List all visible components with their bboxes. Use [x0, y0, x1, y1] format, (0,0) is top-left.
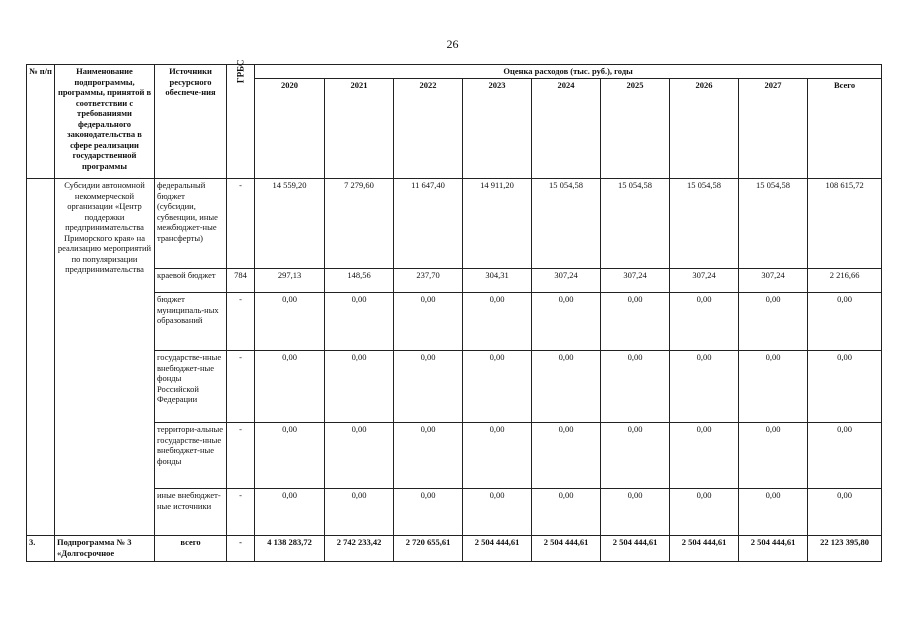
value-cell: 0,00 [670, 489, 739, 536]
header-year: 2027 [739, 79, 808, 179]
header-grbs [227, 59, 255, 179]
page-number: 26 [446, 37, 459, 51]
table-row [27, 489, 882, 536]
table-row [27, 423, 882, 489]
source-cell: всего [155, 536, 227, 562]
value-cell: 297,13 [255, 269, 325, 293]
source-cell: бюджет муниципаль-ных образований [155, 293, 227, 351]
value-cell: 0,00 [532, 351, 601, 423]
value-cell: 0,00 [739, 351, 808, 423]
value-cell-total: 0,00 [808, 423, 882, 489]
table-row [27, 293, 882, 351]
value-cell: 2 742 233,42 [325, 536, 394, 562]
value-cell: 0,00 [394, 293, 463, 351]
value-cell: 2 720 655,61 [394, 536, 463, 562]
value-cell: 307,24 [532, 269, 601, 293]
value-cell: 0,00 [325, 293, 394, 351]
table-row [27, 269, 882, 293]
value-cell-total: 0,00 [808, 489, 882, 536]
value-cell: 0,00 [601, 351, 670, 423]
value-cell-total: 2 216,66 [808, 269, 882, 293]
grbs-cell: 784 [227, 269, 255, 293]
value-cell: 0,00 [601, 293, 670, 351]
value-cell: 0,00 [532, 489, 601, 536]
value-cell: 0,00 [739, 489, 808, 536]
value-cell: 0,00 [255, 423, 325, 489]
value-cell: 4 138 283,72 [255, 536, 325, 562]
value-cell: 15 054,58 [670, 179, 739, 269]
grbs-cell: - [227, 293, 255, 351]
value-cell: 0,00 [463, 489, 532, 536]
source-cell: краевой бюджет [155, 269, 227, 293]
header-year: 2024 [532, 79, 601, 179]
header-estimate: Оценка расходов (тыс. руб.), годы [255, 65, 882, 79]
header-year: 2020 [255, 79, 325, 179]
value-cell: 15 054,58 [739, 179, 808, 269]
value-cell: 14 911,20 [463, 179, 532, 269]
grbs-cell: - [227, 489, 255, 536]
table-row [27, 351, 882, 423]
value-cell: 0,00 [532, 423, 601, 489]
value-cell: 15 054,58 [601, 179, 670, 269]
value-cell: 14 559,20 [255, 179, 325, 269]
value-cell: 0,00 [255, 293, 325, 351]
grbs-cell: - [227, 351, 255, 423]
value-cell: 0,00 [670, 423, 739, 489]
grbs-cell: - [227, 423, 255, 489]
value-cell: 0,00 [463, 423, 532, 489]
value-cell: 0,00 [739, 293, 808, 351]
source-cell: государстве-нные внебюджет-ные фонды Российской Федерации [155, 351, 227, 423]
measure-name: Субсидии автономной некоммерческой организации «Центр поддержки предпринимательства Приморского края» на реализацию мероприятий по популяризации предпринимательства [55, 179, 155, 536]
row-no: 3. [27, 536, 55, 562]
value-cell: 2 504 444,61 [601, 536, 670, 562]
value-cell: 304,31 [463, 269, 532, 293]
source-cell: иные внебюджет-ные источники [155, 489, 227, 536]
value-cell: 0,00 [255, 489, 325, 536]
value-cell-total: 0,00 [808, 293, 882, 351]
value-cell: 7 279,60 [325, 179, 394, 269]
value-cell: 0,00 [601, 489, 670, 536]
header-year: 2026 [670, 79, 739, 179]
value-cell: 0,00 [255, 351, 325, 423]
value-cell: 15 054,58 [532, 179, 601, 269]
value-cell: 0,00 [325, 423, 394, 489]
value-cell-total: 108 615,72 [808, 179, 882, 269]
header-year: 2025 [601, 79, 670, 179]
value-cell-total: 0,00 [808, 351, 882, 423]
value-cell: 307,24 [739, 269, 808, 293]
row-no [27, 179, 55, 536]
header-year: 2023 [463, 79, 532, 179]
value-cell-total: 22 123 395,80 [808, 536, 882, 562]
value-cell: 2 504 444,61 [739, 536, 808, 562]
value-cell: 0,00 [325, 489, 394, 536]
value-cell: 2 504 444,61 [463, 536, 532, 562]
header-year: 2021 [325, 79, 394, 179]
header-year: 2022 [394, 79, 463, 179]
value-cell: 0,00 [394, 423, 463, 489]
grbs-cell: - [227, 536, 255, 562]
source-cell: федеральный бюджет (субсидии, субвенции, иные межбюджет-ные трансферты) [155, 179, 227, 269]
header-grbs-label: ГРБС [235, 59, 246, 84]
value-cell: 307,24 [601, 269, 670, 293]
table-row [27, 536, 882, 562]
source-cell: территори-альные государстве-нные внебюджет-ные фонды [155, 423, 227, 489]
value-cell: 0,00 [532, 293, 601, 351]
value-cell: 0,00 [463, 351, 532, 423]
value-cell: 2 504 444,61 [532, 536, 601, 562]
header-source: Источники ресурсного обеспече-ния [155, 65, 227, 179]
budget-table [26, 59, 882, 562]
value-cell: 0,00 [739, 423, 808, 489]
value-cell: 0,00 [670, 351, 739, 423]
value-cell: 237,70 [394, 269, 463, 293]
value-cell: 0,00 [394, 489, 463, 536]
value-cell: 307,24 [670, 269, 739, 293]
value-cell: 0,00 [394, 351, 463, 423]
value-cell: 148,56 [325, 269, 394, 293]
header-name: Наименование подпрограммы, программы, принятой в соответствии с требованиями федерального законодательства в сфере реализации государственной программы [55, 65, 155, 179]
value-cell: 11 647,40 [394, 179, 463, 269]
header-no: № п/п [27, 65, 55, 179]
value-cell: 2 504 444,61 [670, 536, 739, 562]
value-cell: 0,00 [325, 351, 394, 423]
value-cell: 0,00 [463, 293, 532, 351]
header-year-total: Всего [808, 79, 882, 179]
value-cell: 0,00 [601, 423, 670, 489]
table-row [27, 179, 882, 269]
value-cell: 0,00 [670, 293, 739, 351]
subprogram-name: Подпрограмма № 3 «Долгосрочное [55, 536, 155, 562]
grbs-cell: - [227, 179, 255, 269]
